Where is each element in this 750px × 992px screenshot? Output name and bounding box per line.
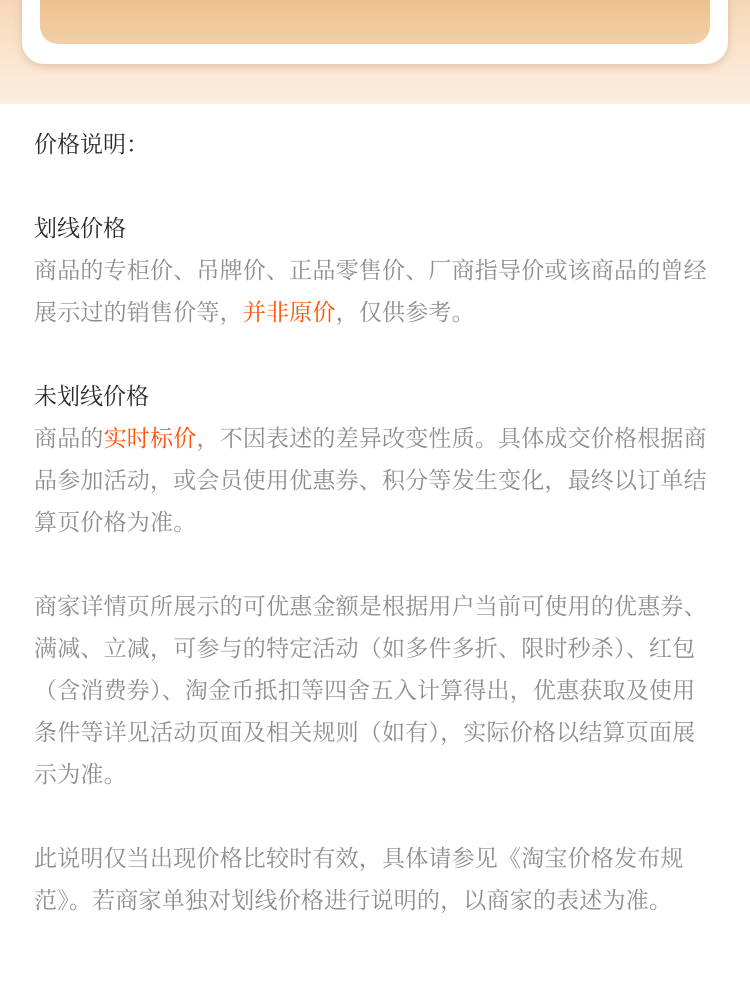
realtime-price-highlight: 实时标价 [103, 426, 197, 452]
product-image[interactable] [40, 0, 710, 44]
spacer [34, 334, 716, 376]
top-banner [0, 0, 750, 104]
crossed-price-description [34, 250, 716, 334]
not-original-price-highlight: 并非原价 [242, 300, 336, 326]
product-card[interactable] [22, 0, 728, 64]
crossed-price-heading: 划线价格 [34, 216, 126, 242]
page-title: 价格说明： [34, 132, 149, 158]
price-explanation [0, 104, 750, 922]
spacer [34, 796, 716, 838]
uncrossed-price-heading: 未划线价格 [34, 384, 149, 410]
uncrossed-price-text-1: 商品的 [34, 426, 104, 452]
spacer [34, 544, 716, 586]
discount-description: 商家详情页所展示的可优惠金额是根据用户当前可使用的优惠券、满减、立减，可参与的特定活动（如多件多折、限时秒杀）、红包（含消费券）、淘金币抵扣等四舍五入计算得出，优惠获取及使用条件等详见活动页面及相关规则（如有），实际价格以结算页面展示为准。 [34, 594, 707, 788]
spacer [34, 166, 716, 208]
validity-note: 此说明仅当出现价格比较时有效，具体请参见《淘宝价格发布规范》。若商家单独对划线价格进行说明的，以商家的表述为准。 [34, 846, 684, 914]
uncrossed-price-description [34, 418, 716, 544]
crossed-price-text-2: ，仅供参考。 [335, 300, 475, 326]
uncrossed-price-text-2: ，不因表述的差异改变性质。具体成交价格根据商品参加活动，或会员使用优惠券、积分等发生变化，最终以订单结算页价格为准。 [34, 426, 707, 536]
crossed-price-text-1: 商品的专柜价、吊牌价、正品零售价、厂商指导价或该商品的曾经展示过的销售价等， [34, 258, 707, 326]
